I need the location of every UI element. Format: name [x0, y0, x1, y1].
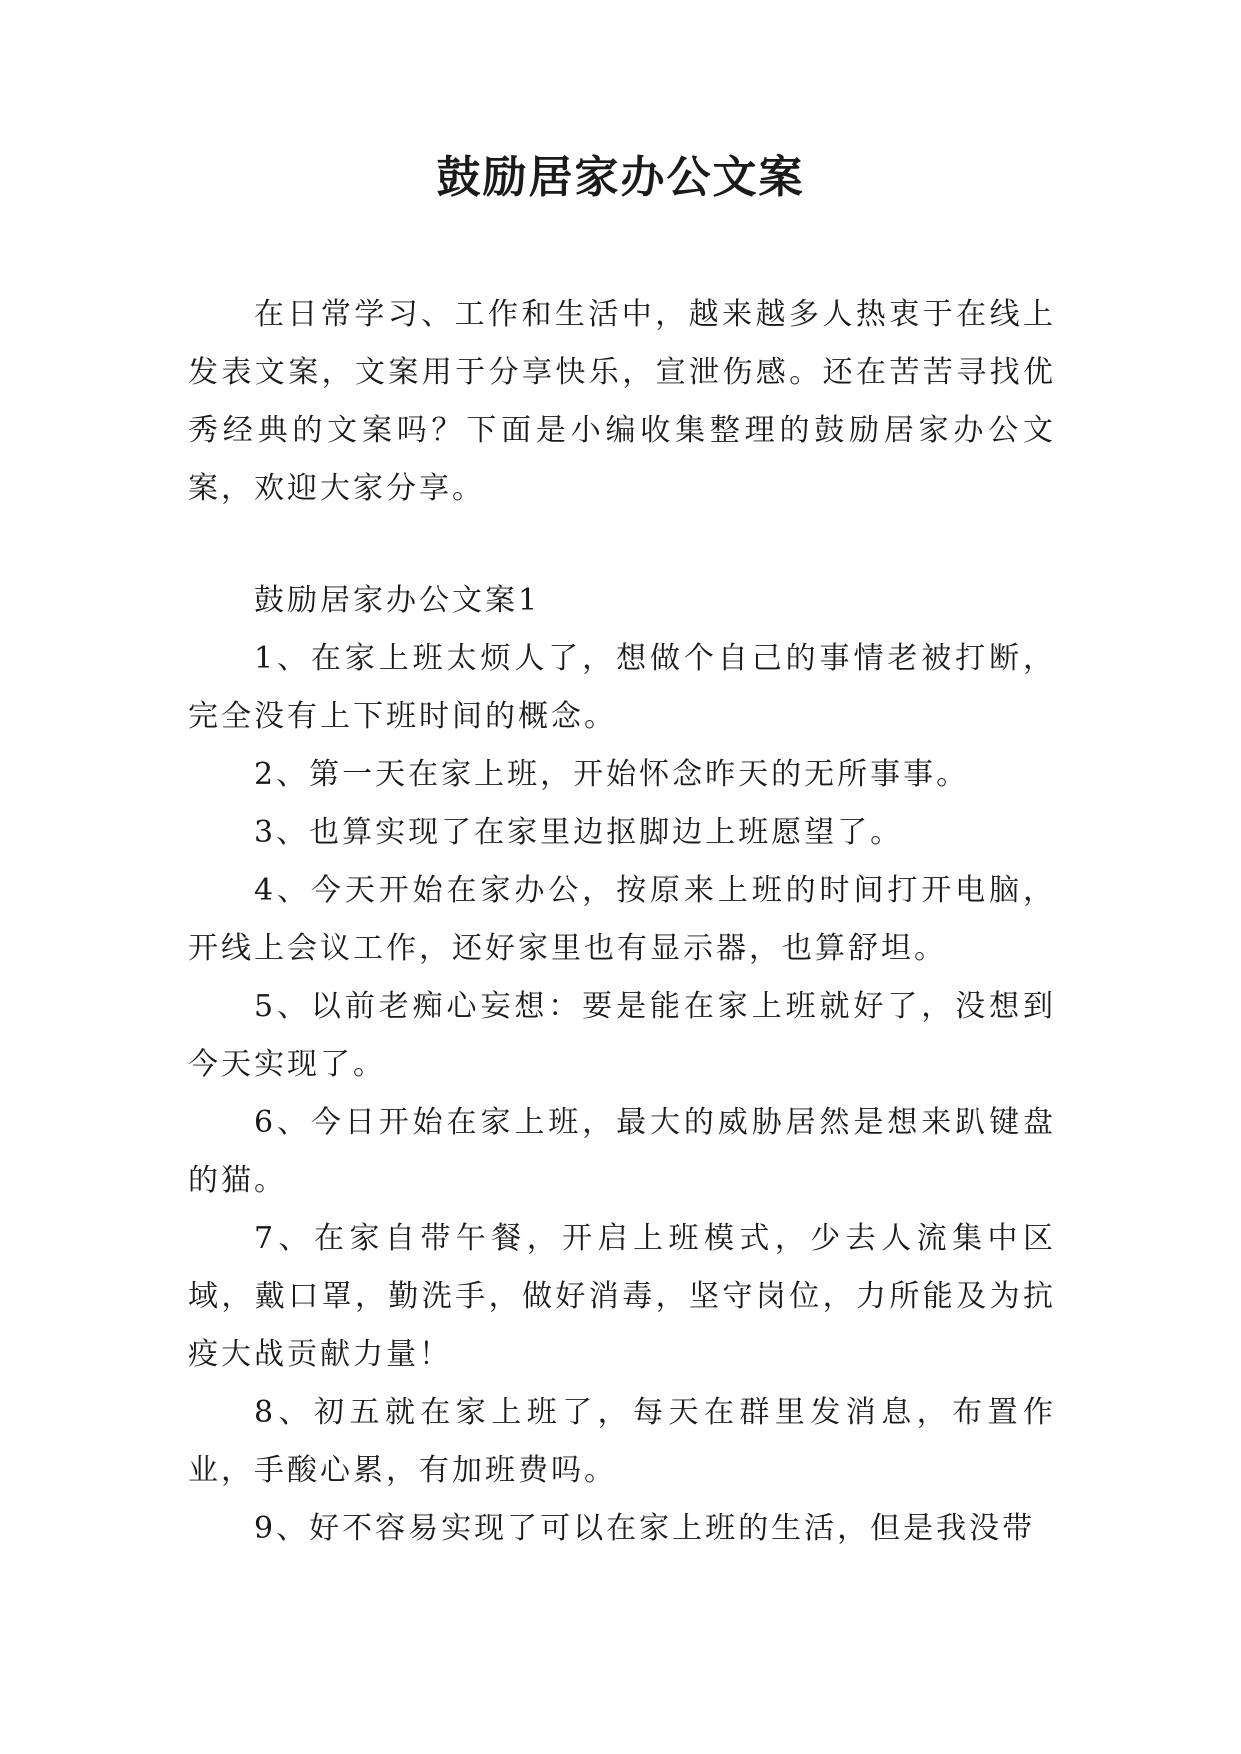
list-item: 6、今日开始在家上班，最大的威胁居然是想来趴键盘的猫。 [188, 1105, 1056, 1198]
intro-paragraph: 在日常学习、工作和生活中，越来越多人热衷于在线上发表文案，文案用于分享快乐，宣泄伤感。还在苦苦寻找优秀经典的文案吗？下面是小编收集整理的鼓励居家办公文案，欢迎大家分享。 [188, 297, 1056, 506]
list-item: 9、好不容易实现了可以在家上班的生活，但是我没带 [254, 1511, 1036, 1546]
list-item: 8、初五就在家上班了，每天在群里发消息，布置作业，手酸心累，有加班费吗。 [188, 1395, 1056, 1488]
list-item: 1、在家上班太烦人了，想做个自己的事情老被打断，完全没有上下班时间的概念。 [188, 641, 1056, 734]
list-item: 2、第一天在家上班，开始怀念昨天的无所事事。 [254, 757, 970, 792]
list-item: 4、今天开始在家办公，按原来上班的时间打开电脑，开线上会议工作，还好家里也有显示器，也算舒坦。 [188, 873, 1056, 966]
list-item: 5、以前老痴心妄想：要是能在家上班就好了，没想到今天实现了。 [188, 989, 1056, 1082]
list-item: 3、也算实现了在家里边抠脚边上班愿望了。 [254, 815, 904, 850]
section-heading: 鼓励居家办公文案1 [254, 583, 541, 618]
document-title: 鼓励居家办公文案 [436, 152, 805, 203]
document-body [188, 286, 1056, 1558]
list-item: 7、在家自带午餐，开启上班模式，少去人流集中区域，戴口罩，勤洗手，做好消毒，坚守岗位，力所能及为抗疫大战贡献力量！ [188, 1221, 1056, 1372]
